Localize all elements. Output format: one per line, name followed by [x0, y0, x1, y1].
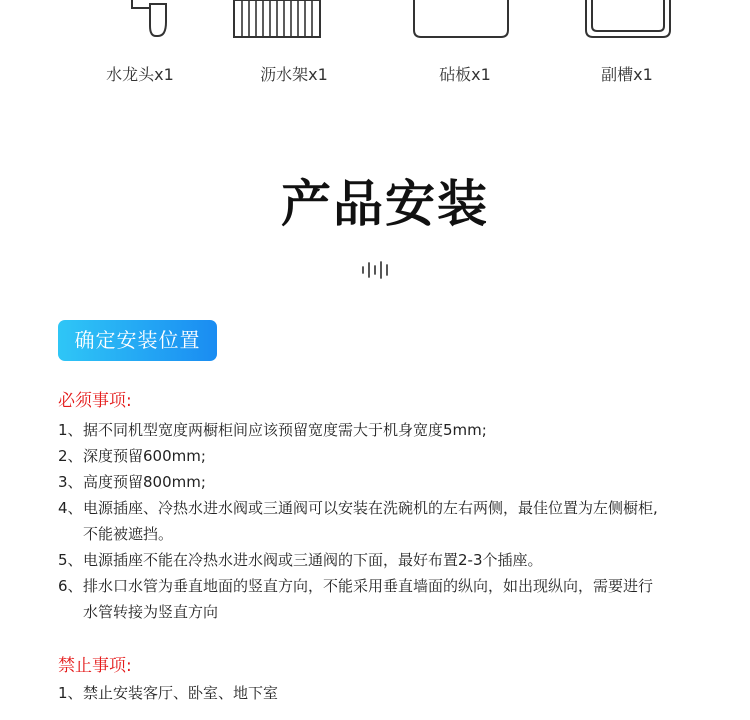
- list-item: [58, 680, 278, 706]
- list-item-line: 据不同机型宽度两橱柜间应该预留宽度需大于机身宽度5mm;: [83, 421, 487, 439]
- list-item-number: 1、: [58, 421, 83, 439]
- must-list: [58, 417, 658, 625]
- list-item-number: 4、: [58, 499, 83, 517]
- list-item: [58, 573, 658, 625]
- forbidden-list: [58, 680, 278, 706]
- sub-sink-icon: [584, 0, 674, 40]
- list-item-line: 禁止安装客厅、卧室、地下室: [83, 684, 279, 702]
- sub-sink-item: [584, 0, 674, 40]
- cutting-board-item: [412, 0, 512, 40]
- faucet-icon: [128, 0, 184, 40]
- list-item-number: 5、: [58, 551, 83, 569]
- list-item-line: 电源插座、冷热水进水阀或三通阀可以安装在洗碗机的左右两侧，最佳位置为左侧橱柜,: [83, 499, 658, 517]
- list-item-line: 电源插座不能在冷热水进水阀或三通阀的下面，最好布置2-3个插座。: [83, 551, 543, 569]
- list-item: [58, 469, 658, 495]
- cutting-board-icon: [412, 0, 512, 40]
- list-item: [58, 495, 658, 547]
- accessory-label-cutting-board: 砧板x1: [439, 65, 491, 84]
- list-item-line: 深度预留600mm;: [83, 447, 206, 465]
- accessory-label-faucet: 水龙头x1: [106, 65, 174, 84]
- accessories-row: [0, 0, 750, 100]
- list-item-number: 6、: [58, 577, 83, 595]
- list-item-line: 不能被遮挡。: [83, 525, 174, 543]
- list-item: [58, 443, 658, 469]
- must-heading: 必须事项:: [58, 391, 132, 411]
- soundwave-divider-icon: [361, 260, 393, 280]
- install-position-tag: 确定安装位置: [58, 320, 217, 361]
- list-item-number: 2、: [58, 447, 83, 465]
- drain-rack-item: [232, 0, 322, 40]
- list-item-number: 1、: [58, 684, 83, 702]
- list-item: [58, 417, 658, 443]
- faucet-item: [128, 0, 184, 40]
- list-item-line: 水管转接为竖直方向: [83, 603, 219, 621]
- forbidden-heading: 禁止事项:: [58, 656, 132, 676]
- list-item-line: 高度预留800mm;: [83, 473, 206, 491]
- accessory-label-sub-sink: 副槽x1: [601, 65, 653, 84]
- list-item-line: 排水口水管为垂直地面的竖直方向，不能采用垂直墙面的纵向，如出现纵向，需要进行: [83, 577, 654, 595]
- drain-rack-icon: [232, 0, 322, 40]
- section-title: 产品安装: [281, 175, 489, 233]
- accessory-label-drain-rack: 沥水架x1: [260, 65, 328, 84]
- list-item-number: 3、: [58, 473, 83, 491]
- list-item: [58, 547, 658, 573]
